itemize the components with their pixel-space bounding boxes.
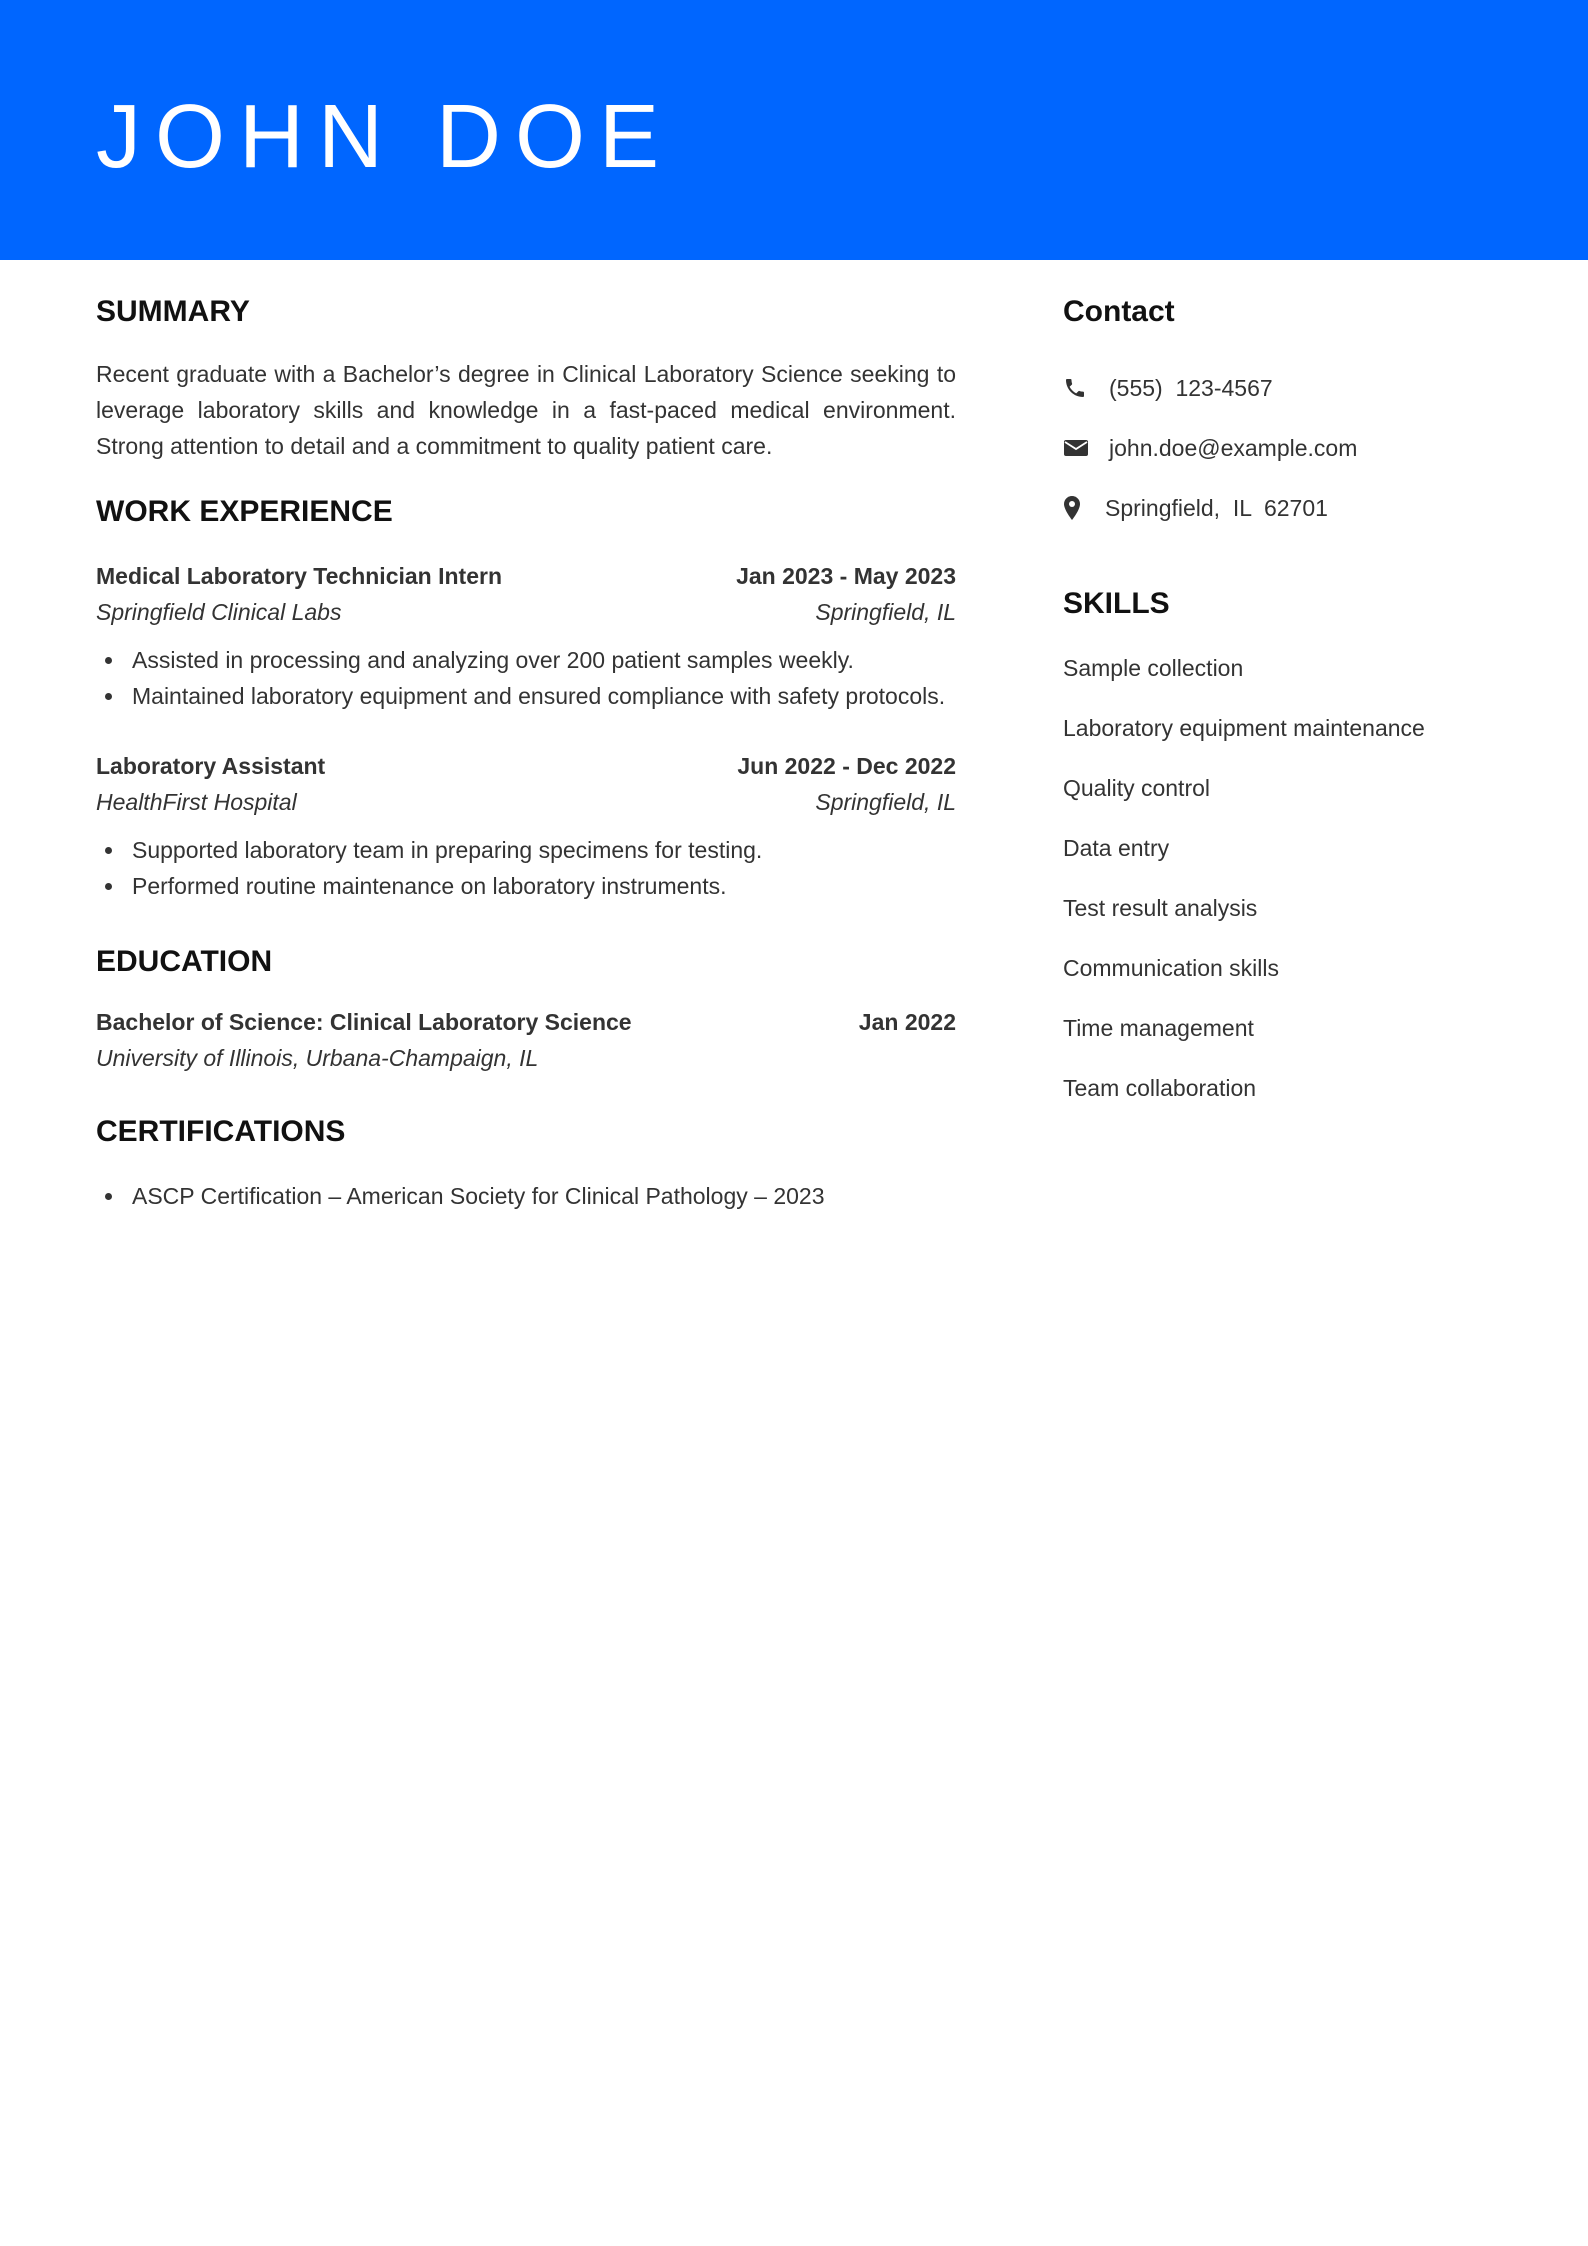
education-date: Jan 2022 (858, 1009, 956, 1035)
job-location: Springfield, IL (815, 599, 956, 625)
certification-item (96, 1178, 956, 1214)
contact-email (1063, 430, 1503, 466)
skill-item: Time management (1063, 1015, 1254, 1041)
phone-icon (1063, 370, 1109, 406)
certification-text: ASCP Certification – American Society for Clinical Pathology – 2023 (132, 1183, 825, 1209)
job-dates: Jun 2022 - Dec 2022 (737, 753, 956, 779)
main-column (96, 292, 956, 1214)
job-company: Springfield Clinical Labs (96, 599, 342, 625)
skills-list (1063, 650, 1503, 1106)
bullet-dot-icon (105, 883, 112, 890)
job-role: Medical Laboratory Technician Intern (96, 563, 502, 589)
bullet-dot-icon (105, 1193, 112, 1200)
job-bullet-text: Supported laboratory team in preparing specimens for testing. (132, 837, 763, 863)
skills-heading: SKILLS (1063, 587, 1170, 620)
header-banner (0, 0, 1588, 260)
map-marker-icon (1063, 490, 1105, 526)
contact-heading: Contact (1063, 295, 1175, 328)
job-bullets (96, 832, 956, 904)
skill-item: Sample collection (1063, 655, 1244, 681)
summary-heading: SUMMARY (96, 295, 250, 328)
bullet-dot-icon (105, 693, 112, 700)
job-bullet-text: Assisted in processing and analyzing over 200 patient samples weekly. (132, 647, 854, 673)
skill-item: Communication skills (1063, 955, 1280, 981)
skills-section (1063, 584, 1503, 1106)
job-dates: Jan 2023 - May 2023 (736, 563, 956, 589)
education-section (96, 942, 956, 1076)
contact-address (1063, 490, 1503, 526)
envelope-icon (1063, 430, 1109, 466)
job-bullet (96, 642, 956, 678)
candidate-name: JOHN DOE (96, 87, 674, 187)
sidebar-column (1063, 292, 1503, 1106)
job-bullet-text: Performed routine maintenance on laboratory instruments. (132, 873, 727, 899)
work-experience-section (96, 492, 956, 904)
skill-item: Data entry (1063, 835, 1170, 861)
work-experience-heading: WORK EXPERIENCE (96, 495, 393, 528)
contact-address-text: Springfield, IL 62701 (1105, 494, 1328, 521)
education-degree: Bachelor of Science: Clinical Laboratory Science (96, 1009, 632, 1035)
skill-item: Team collaboration (1063, 1075, 1257, 1101)
education-school: University of Illinois, Urbana-Champaign, IL (96, 1045, 539, 1071)
certifications-section (96, 1112, 956, 1214)
summary-text: Recent graduate with a Bachelor’s degree in Clinical Laboratory Science seeking to leverage laboratory skills and knowledge in a fast-paced medical environment. Strong attention to detail and a commitment to quality patient care. (96, 361, 956, 459)
skill-item: Laboratory equipment maintenance (1063, 715, 1425, 741)
job-entry (96, 558, 956, 714)
job-bullet-text: Maintained laboratory equipment and ensured compliance with safety protocols. (132, 683, 946, 709)
job-location: Springfield, IL (815, 789, 956, 815)
certifications-heading: CERTIFICATIONS (96, 1115, 346, 1148)
job-bullet (96, 678, 956, 714)
skill-item: Test result analysis (1063, 895, 1258, 921)
summary-section (96, 292, 956, 464)
contact-phone-text: (555) 123-4567 (1109, 374, 1273, 401)
job-bullets (96, 642, 956, 714)
contact-section (1063, 292, 1503, 526)
job-bullet (96, 868, 956, 904)
education-heading: EDUCATION (96, 945, 273, 978)
job-company: HealthFirst Hospital (96, 789, 297, 815)
job-role: Laboratory Assistant (96, 753, 326, 779)
job-entry (96, 748, 956, 904)
bullet-dot-icon (105, 847, 112, 854)
contact-list (1063, 370, 1503, 526)
contact-email-text: john.doe@example.com (1109, 434, 1358, 461)
job-bullet (96, 832, 956, 868)
skill-item: Quality control (1063, 775, 1211, 801)
bullet-dot-icon (105, 657, 112, 664)
certifications-list (96, 1178, 956, 1214)
education-entry (96, 1004, 956, 1076)
contact-phone (1063, 370, 1503, 406)
